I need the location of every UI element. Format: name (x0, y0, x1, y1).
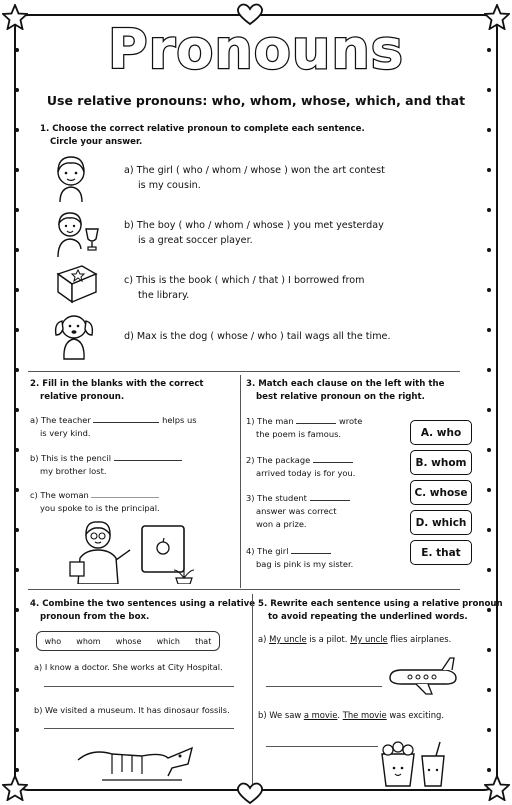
border-dot (487, 408, 491, 412)
q4-item-b: b) We visited a museum. It has dinosaur fossils. (34, 705, 230, 715)
q1-heading: 1. Choose the correct relative pronoun to complete each sentence. Circle your answer. (40, 124, 365, 147)
border-dot (487, 88, 491, 92)
word-bank-item: whose (115, 636, 142, 646)
border-dot (487, 728, 491, 732)
border-dot (15, 528, 19, 532)
dog-illustration (50, 309, 98, 361)
popcorn-drink-illustration (378, 738, 454, 788)
page-subtitle: Use relative pronouns: who, whom, whose, which, and that (46, 93, 466, 108)
border-dot (487, 288, 491, 292)
page-title: Pronouns (108, 18, 404, 81)
q4-item-a: a) I know a doctor. She works at City Hospital. (34, 662, 223, 672)
border-dot (15, 328, 19, 332)
q1-item-c: c) This is the book ( which / that ) I borrowed from the library. (124, 275, 365, 301)
blank-field[interactable] (114, 452, 182, 461)
border-dot (487, 208, 491, 212)
border-dot (15, 768, 19, 772)
border-dot (487, 488, 491, 492)
q3-item-4: 4) The girl bag is pink is my sister. (246, 546, 354, 569)
border-dot (487, 768, 491, 772)
word-bank-item: who (44, 636, 62, 646)
border-dot (15, 648, 19, 652)
answer-line[interactable] (44, 686, 234, 687)
border-dot (15, 208, 19, 212)
border-dot (15, 408, 19, 412)
border-dot (487, 528, 491, 532)
q3-item-2: 2) The package arrived today is for you. (246, 455, 356, 478)
border-dot (15, 168, 19, 172)
boy-trophy-illustration (50, 207, 102, 259)
border-dot (487, 168, 491, 172)
q4-heading: 4. Combine the two sentences using a relative pronoun from the box. (30, 599, 256, 622)
q1-item-b: b) The boy ( who / whom / whose ) you met yesterday is a great soccer player. (124, 220, 384, 246)
border-dot (487, 688, 491, 692)
border-dot (15, 368, 19, 372)
q3-item-1: 1) The man wrote the poem is famous. (246, 416, 363, 439)
q2-item-c: c) The woman you spoke to is the principal. (30, 490, 160, 513)
border-dot (15, 128, 19, 132)
answer-line[interactable] (266, 746, 378, 747)
border-dot (487, 648, 491, 652)
blank-field[interactable] (296, 415, 336, 424)
dinosaur-fossil-illustration (72, 734, 200, 786)
border-dot (487, 368, 491, 372)
word-bank (36, 631, 220, 651)
teacher-illustration (66, 518, 202, 584)
border-dot (15, 688, 19, 692)
border-dot (15, 728, 19, 732)
border-dot (487, 248, 491, 252)
border-dot (15, 568, 19, 572)
blank-field[interactable] (310, 492, 350, 501)
border-dot (15, 608, 19, 612)
star-icon (2, 775, 28, 801)
q3-item-3: 3) The student answer was correct won a prize. (246, 492, 350, 531)
q2-item-a: a) The teacher helps us is very kind. (30, 415, 197, 438)
blank-field[interactable] (93, 414, 159, 423)
border-dot (15, 248, 19, 252)
heart-icon (235, 781, 265, 805)
border-dot (15, 448, 19, 452)
answer-line[interactable] (44, 728, 234, 729)
star-icon (484, 775, 510, 801)
word-bank-item: that (195, 636, 212, 646)
match-option-a[interactable]: A. who (410, 420, 472, 445)
border-dot (15, 288, 19, 292)
match-option-d[interactable]: D. which (410, 510, 472, 535)
match-option-b[interactable]: B. whom (410, 450, 472, 475)
column-divider (240, 375, 241, 588)
q5-item-a: a) My uncle is a pilot. My uncle flies airplanes. (258, 634, 452, 644)
q5-heading: 5. Rewrite each sentence using a relative pronoun to avoid repeating the underlined words. (258, 599, 503, 622)
blank-field[interactable] (313, 454, 353, 463)
match-option-c[interactable]: C. whose (410, 480, 472, 505)
border-dot (15, 488, 19, 492)
book-illustration (52, 264, 100, 304)
border-dot (487, 328, 491, 332)
word-bank-item: which (156, 636, 180, 646)
word-bank-item: whom (76, 636, 101, 646)
section-divider (28, 371, 460, 372)
q2-heading: 2. Fill in the blanks with the correct relative pronoun. (30, 379, 204, 402)
border-dot (487, 128, 491, 132)
border-dot (15, 88, 19, 92)
q5-item-b: b) We saw a movie. The movie was exciting. (258, 710, 444, 720)
blank-field[interactable] (91, 489, 159, 498)
section-divider (28, 589, 460, 590)
q2-item-b: b) This is the pencil my brother lost. (30, 452, 240, 478)
airplane-illustration (386, 656, 460, 696)
q3-heading: 3. Match each clause on the left with the best relative pronoun on the right. (246, 379, 445, 402)
match-option-e[interactable]: E. that (410, 540, 472, 565)
column-divider (252, 594, 253, 784)
girl-illustration (48, 152, 94, 204)
border-dot (487, 568, 491, 572)
border-dot (487, 448, 491, 452)
q1-item-a: a) The girl ( who / whom / whose ) won the art contest is my cousin. (124, 165, 385, 191)
blank-field[interactable] (291, 545, 331, 554)
q1-item-d: d) Max is the dog ( whose / who ) tail wags all the time. (124, 331, 391, 342)
answer-line[interactable] (266, 686, 382, 687)
